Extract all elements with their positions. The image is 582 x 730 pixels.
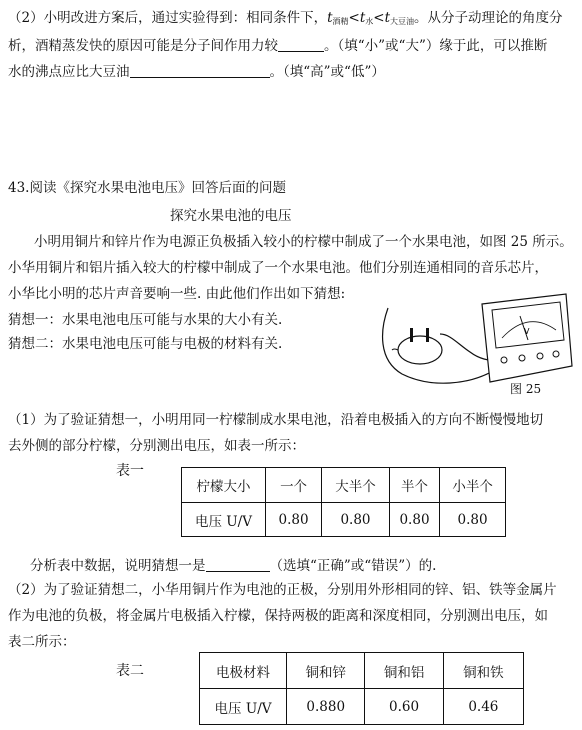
- analysis-text: （选填“正确”或“错误”）的.: [269, 558, 437, 574]
- sub-question-1-line: 去外侧的部分柠檬，分别测出电压，如表一所示：: [8, 438, 305, 454]
- table-cell: 大半个: [322, 468, 390, 503]
- table1: [181, 467, 506, 537]
- sub-question-2-line: （2）为了验证猜想二，小华用铜片作为电池的正极，分别用外形相同的锌、铝、铁等金属片: [8, 582, 557, 598]
- terminal: [519, 355, 525, 361]
- q2-line-2: [8, 36, 547, 56]
- t-subscript: 酒精: [332, 17, 349, 26]
- paragraph-line: 小华用铜片和铝片插入较大的柠檬中制成了一个水果电池。他们分别连通相同的音乐芯片，: [8, 260, 548, 276]
- q2-text: （2）小明改进方案后，通过实验得到：相同条件下，: [8, 10, 328, 26]
- table-cell: 电压 U/V: [200, 689, 287, 725]
- table2: [199, 652, 524, 725]
- terminal: [501, 357, 507, 363]
- voltmeter-letter: V: [524, 327, 530, 336]
- paragraph-line: 小华比小明的芯片声音要响一些. 由此他们作出如下猜想:: [8, 286, 346, 302]
- guess-two: 猜想二：水果电池电压可能与电极的材料有关.: [8, 336, 283, 352]
- answer-blank[interactable]: [206, 557, 270, 572]
- table-cell: 0.46: [443, 689, 523, 725]
- guess-one: 猜想一：水果电池电压可能与水果的大小有关.: [8, 312, 283, 328]
- sub-question-2-line: 作为电池的负极，将金属片电极插入柠檬，保持两极的距离和深度相同，分别测出电压，如: [8, 608, 548, 624]
- less-than: <: [373, 10, 385, 26]
- table-cell: 半个: [389, 468, 439, 503]
- q2-text: 水的沸点应比大豆油: [8, 64, 130, 80]
- lemon-tip: [392, 349, 398, 350]
- q2-text: 。（填“小”或“大”）缘于此，可以推断: [324, 38, 548, 54]
- t-symbol: t: [384, 10, 391, 26]
- sub-question-2-line: 表二所示：: [8, 634, 76, 650]
- table1-data-row: [182, 503, 506, 537]
- electrode-zinc: [426, 328, 429, 342]
- t-symbol: t: [359, 10, 366, 26]
- table-cell: 0.60: [365, 689, 443, 725]
- paragraph-line: 小明用铜片和锌片作为电源正负极插入较小的柠檬中制成了一个水果电池，如图 25 所示。: [34, 234, 573, 250]
- analysis-text: 分析表中数据，说明猜想一是: [30, 558, 206, 574]
- q2-line-1: [8, 8, 563, 32]
- less-than: <: [348, 10, 360, 26]
- q43-heading: 43.阅读《探究水果电池电压》回答后面的问题: [8, 180, 286, 196]
- table2-caption: 表二: [116, 663, 144, 679]
- table-cell: 0.80: [322, 503, 390, 537]
- voltmeter-face: [492, 302, 564, 348]
- terminal: [553, 351, 559, 357]
- table-cell: 铜和铁: [443, 653, 523, 689]
- table-cell: 0.80: [440, 503, 506, 537]
- table-cell: 铜和锌: [287, 653, 365, 689]
- table-cell: 小半个: [440, 468, 506, 503]
- table-cell: 柠檬大小: [182, 468, 266, 503]
- q2-text: 。（填“高”或“低”）: [269, 64, 385, 80]
- lemon: [398, 336, 442, 364]
- t-subscript: 大豆油: [390, 17, 415, 26]
- table2-header-row: [200, 653, 524, 689]
- fruit-battery-figure: [370, 290, 576, 398]
- answer-blank[interactable]: [130, 63, 270, 78]
- analysis-line: [30, 556, 436, 576]
- answer-blank[interactable]: [278, 37, 324, 52]
- q2-line-3: [8, 62, 385, 82]
- q2-text: 析，酒精蒸发快的原因可能是分子间作用力较: [8, 38, 278, 54]
- table-cell: 电压 U/V: [182, 503, 266, 537]
- table-cell: 电极材料: [200, 653, 287, 689]
- electrode-copper: [410, 328, 413, 342]
- table-cell: 0.880: [287, 689, 365, 725]
- t-subscript: 水: [365, 17, 374, 26]
- table-cell: 0.80: [266, 503, 322, 537]
- figure-label: 图 25: [510, 382, 542, 396]
- table1-header-row: [182, 468, 506, 503]
- table-cell: 铜和铝: [365, 653, 443, 689]
- t-symbol: t: [327, 10, 333, 26]
- table1-caption: 表一: [116, 463, 144, 479]
- table2-data-row: [200, 689, 524, 725]
- q2-text: 。从分子动理论的角度分: [414, 10, 563, 26]
- table-cell: 一个: [266, 468, 322, 503]
- table-cell: 0.80: [389, 503, 439, 537]
- article-title: 探究水果电池的电压: [170, 208, 292, 224]
- sub-question-1-line: （1）为了验证猜想一，小明用同一柠檬制成水果电池，沿着电极插入的方向不断慢慢地切: [8, 412, 544, 428]
- terminal: [537, 353, 543, 359]
